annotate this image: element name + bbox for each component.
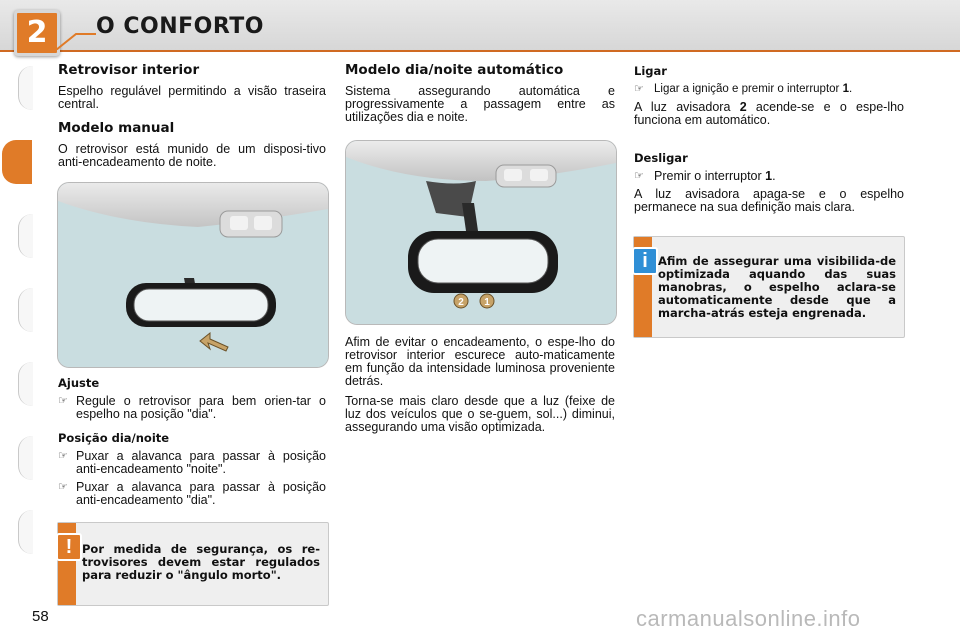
bullet-text: Puxar a alavanca para passar à posição anti-encadeamento "noite". (76, 449, 326, 476)
bullet-text: Regule o retrovisor para bem orien-tar o espelho na posição "dia". (76, 394, 326, 421)
middle-column-top (345, 62, 615, 124)
page-number: 58 (32, 608, 49, 625)
switch-number: 1 (765, 169, 773, 183)
chapter-tab[interactable] (18, 66, 33, 110)
auto-para-1: Afim de evitar o encadeamento, o espe-lho do retrovisor interior escurece auto-maticamente em função da intensidade luminosa proveniente detrás. (345, 335, 615, 388)
info-icon: i (632, 247, 658, 275)
ligar-text (634, 101, 904, 127)
label-2: 2 (458, 297, 464, 308)
watermark: carmanualsonline.info (636, 606, 861, 631)
bullet-text: Ligar a ignição e premir o interruptor (654, 83, 843, 95)
section-title: Retrovisor interior (58, 62, 200, 78)
chapter-tab-active[interactable] (2, 140, 32, 184)
ligar-text-end: acende-se e o espe-lho funciona em automático. (634, 100, 905, 127)
left-column-top (58, 62, 326, 169)
desligar-text: A luz avisadora apaga-se e o espelho permanece na sua definição mais clara. (634, 187, 904, 214)
warning-note (57, 522, 329, 606)
warning-text: Por medida de segurança, os re-trovisores devem estar regulados para reduzir o "ângulo morto". (82, 542, 320, 582)
switch-number: 1 (842, 83, 849, 95)
chapter-tab[interactable] (18, 436, 33, 480)
middle-column-bottom (345, 336, 615, 434)
pointing-hand-icon: ☞ (58, 481, 68, 493)
ligar-text-start: A luz avisadora (634, 100, 740, 114)
manual-text: O retrovisor está munido de um disposi-tivo anti-encadeamento de noite. (58, 142, 326, 169)
bullet-item (58, 481, 326, 507)
chapter-tab[interactable] (18, 510, 33, 554)
chapter-tab[interactable] (18, 214, 33, 258)
ajuste-title: Ajuste (58, 376, 100, 390)
auto-mirror-illustration (345, 140, 617, 325)
intro-text: Espelho regulável permitindo a visão traseira central. (58, 84, 326, 111)
section-title: Modelo dia/noite automático (345, 62, 564, 78)
bullet-item (634, 83, 904, 96)
info-text: Afim de assegurar uma visibilida-de optimizada aquando das suas manobras, o espelho aclara-se automaticamente desde que a marcha-atrás esteja engrenada. (658, 254, 896, 320)
bullet-text: Premir o interruptor (654, 169, 766, 183)
bullet-item (58, 395, 326, 421)
pointing-hand-icon: ☞ (58, 395, 68, 407)
header-swoosh (56, 30, 96, 50)
desligar-title: Desligar (634, 151, 688, 165)
chapter-tab[interactable] (18, 362, 33, 406)
manual-mirror-illustration (57, 182, 329, 368)
indicator-number: 2 (739, 100, 747, 114)
pointing-hand-icon: ☞ (634, 83, 644, 95)
chapter-title: O CONFORTO (96, 14, 265, 39)
info-note (633, 236, 905, 338)
pointing-hand-icon: ☞ (634, 170, 644, 182)
auto-intro-text: Sistema assegurando automática e progressivamente a passagem entre as utilizações dia e noite. (345, 84, 615, 124)
chapter-header (0, 0, 960, 52)
right-column (634, 64, 904, 214)
auto-para-2: Torna-se mais claro desde que a luz (feixe de luz dos veículos que o se-guem, sol...) diminui, assegurando uma visão optimizada. (345, 394, 615, 434)
label-1: 1 (484, 297, 490, 308)
bullet-item (58, 450, 326, 476)
left-column-bottom (58, 376, 326, 507)
chapter-number-badge: 2 (14, 10, 60, 56)
chapter-tab[interactable] (18, 288, 33, 332)
warning-icon: ! (56, 533, 82, 561)
posicao-title: Posição dia/noite (58, 431, 170, 445)
bullet-item (634, 170, 904, 183)
ligar-title: Ligar (634, 64, 667, 78)
chapter-tabs (0, 66, 34, 576)
subsection-title: Modelo manual (58, 120, 175, 136)
pointing-hand-icon: ☞ (58, 450, 68, 462)
bullet-text: Puxar a alavanca para passar à posição anti-encadeamento "dia". (76, 480, 326, 507)
bullet-text-end: . (848, 83, 853, 95)
bullet-text-end: . (772, 169, 776, 183)
